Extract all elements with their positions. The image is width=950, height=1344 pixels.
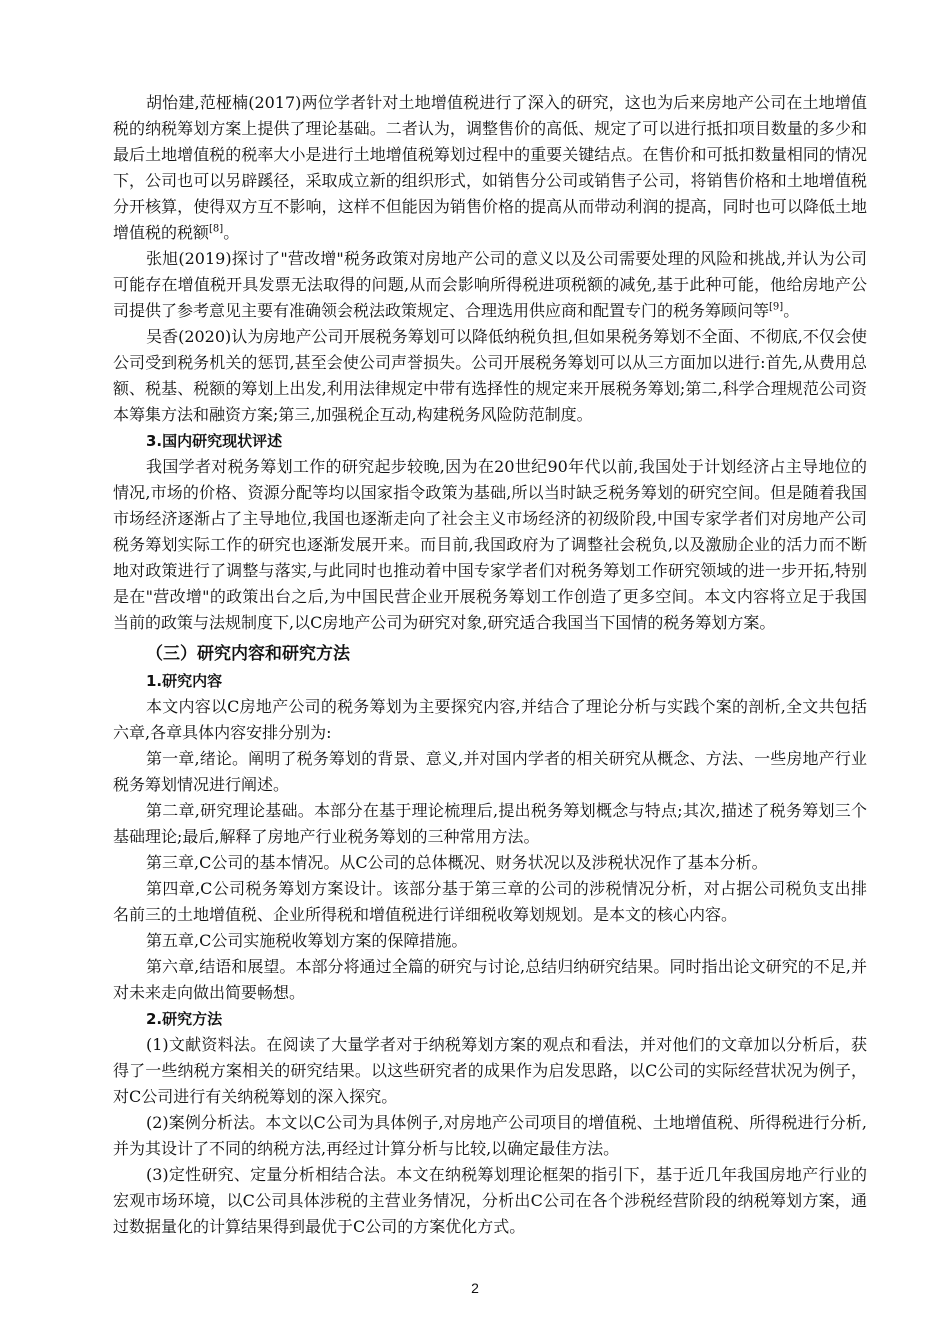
document-body: [113, 90, 867, 1240]
paragraph-hu-fan: [113, 90, 867, 246]
heading-domestic-review: 3.国内研究现状评述: [146, 432, 283, 450]
paragraph-zhang-xu: [113, 246, 867, 324]
paragraph-text: 张旭(2019)探讨了"营改增"税务政策对房地产公司的意义以及公司需要处理的风险和挑战,并认为公司可能存在增值税开具发票无法取得的问题,从而会影响所得税进项税额的减免,基于此种可能，他给房地产公司提供了参考意见主要有准确领会税法政策规定、合理选用供应商和配置专门的税务筹顾问等: [113, 249, 867, 320]
paragraph-chapter-3: 第三章,C公司的基本情况。从C公司的总体概况、财务状况以及涉税状况作了基本分析。: [146, 853, 768, 872]
paragraph-method-2: (2)案例分析法。本文以C公司为具体例子,对房地产公司项目的增值税、土地增值税、所得税进行分析,并为其设计了不同的纳税方法,再经过计算分析与比较,以确定最佳方法。: [113, 1113, 867, 1158]
paragraph-chapter-6: 第六章,结语和展望。本部分将通过全篇的研究与讨论,总结归纳研究结果。同时指出论文研究的不足,并对未来走向做出简要畅想。: [113, 957, 867, 1002]
paragraph-chapter-4: 第四章,C公司税务筹划方案设计。该部分基于第三章的公司的涉税情况分析，对占据公司税负支出排名前三的土地增值税、企业所得税和增值税进行详细税收筹划规划。是本文的核心内容。: [113, 879, 867, 924]
heading-research-content: 1.研究内容: [146, 672, 223, 690]
paragraph-domestic-review: 我国学者对税务筹划工作的研究起步较晚,因为在20世纪90年代以前,我国处于计划经济占主导地位的情况,市场的价格、资源分配等均以国家指令政策为基础,所以当时缺乏税务筹划的研究空间。但是随着我国市场经济逐渐占了主导地位,我国也逐渐走向了社会主义市场经济的初级阶段,中国专家学者们对房地产公司税务筹划实际工作的研究也逐渐发展开来。而目前,我国政府为了调整社会税负,以及激励企业的活力而不断地对政策进行了调整与落实,与此同时也推动着中国专家学者们对税务筹划工作研究领域的进一步开拓,特别是在"营改增"的政策出台之后,为中国民营企业开展税务筹划工作创造了更多空间。本文内容将立足于我国当前的政策与法规制度下,以C房地产公司为研究对象,研究适合我国当下国情的税务筹划方案。: [113, 457, 867, 632]
paragraph-chapter-2: 第二章,研究理论基础。本部分在基于理论梳理后,提出税务筹划概念与特点;其次,描述了税务筹划三个基础理论;最后,解释了房地产行业税务筹划的三种常用方法。: [113, 801, 867, 846]
paragraph-wu-xiang: [113, 324, 867, 428]
page-number: 2: [471, 1280, 479, 1296]
section-title: （三）研究内容和研究方法: [146, 644, 350, 664]
paragraph-method-1: (1)文献资料法。在阅读了大量学者对于纳税筹划方案的观点和看法，并对他们的文章加以分析后，获得了一些纳税方案相关的研究结果。以这些研究者的成果作为启发思路，以C公司的实际经营状况为例子，对C公司进行有关纳税筹划的深入探究。: [113, 1035, 867, 1106]
paragraph-text: 胡怡建,范桠楠(2017)两位学者针对土地增值税进行了深入的研究，这也为后来房地产公司在土地增值税的纳税筹划方案上提供了理论基础。二者认为，调整售价的高低、规定了可以进行抵扣项目数量的多少和最后土地增值税的税率大小是进行土地增值税筹划过程中的重要关键结点。在售价和可抵扣数量相同的情况下，公司也可以另辟蹊径，采取成立新的组织形式，如销售分公司或销售子公司，将销售价格和土地增值税分开核算，使得双方互不影响，这样不但能因为销售价格的提高从而带动利润的提高，同时也可以降低土地增值税的税额: [113, 93, 867, 242]
paragraph-content-intro: 本文内容以C房地产公司的税务筹划为主要探究内容,并结合了理论分析与实践个案的剖析,全文共包括六章,各章具体内容安排分别为:: [113, 697, 867, 742]
paragraph-chapter-1: 第一章,绪论。阐明了税务筹划的背景、意义,并对国内学者的相关研究从概念、方法、一些房地产行业税务筹划情况进行阐述。: [113, 749, 867, 794]
paragraph-tail: 。: [783, 301, 800, 320]
citation-ref: [9]: [769, 301, 784, 313]
citation-ref: [8]: [209, 223, 224, 235]
heading-research-method: 2.研究方法: [146, 1010, 223, 1028]
paragraph-text: 吴香(2020)认为房地产公司开展税务筹划可以降低纳税负担,但如果税务筹划不全面、不彻底,不仅会使公司受到税务机关的惩罚,甚至会使公司声誉损失。公司开展税务筹划可以从三方面加以进行:首先,从费用总额、税基、税额的筹划上出发,利用法律规定中带有选择性的规定来开展税务筹划;第二,科学合理规范公司资本筹集方法和融资方案;第三,加强税企互动,构建税务风险防范制度。: [113, 327, 867, 424]
paragraph-method-3: (3)定性研究、定量分析相结合法。本文在纳税筹划理论框架的指引下，基于近几年我国房地产行业的宏观市场环境，以C公司具体涉税的主营业务情况，分析出C公司在各个涉税经营阶段的纳税筹划方案，通过数据量化的计算结果得到最优于C公司的方案优化方式。: [113, 1165, 867, 1236]
paragraph-tail: 。: [223, 223, 240, 242]
paragraph-chapter-5: 第五章,C公司实施税收筹划方案的保障措施。: [146, 931, 468, 950]
